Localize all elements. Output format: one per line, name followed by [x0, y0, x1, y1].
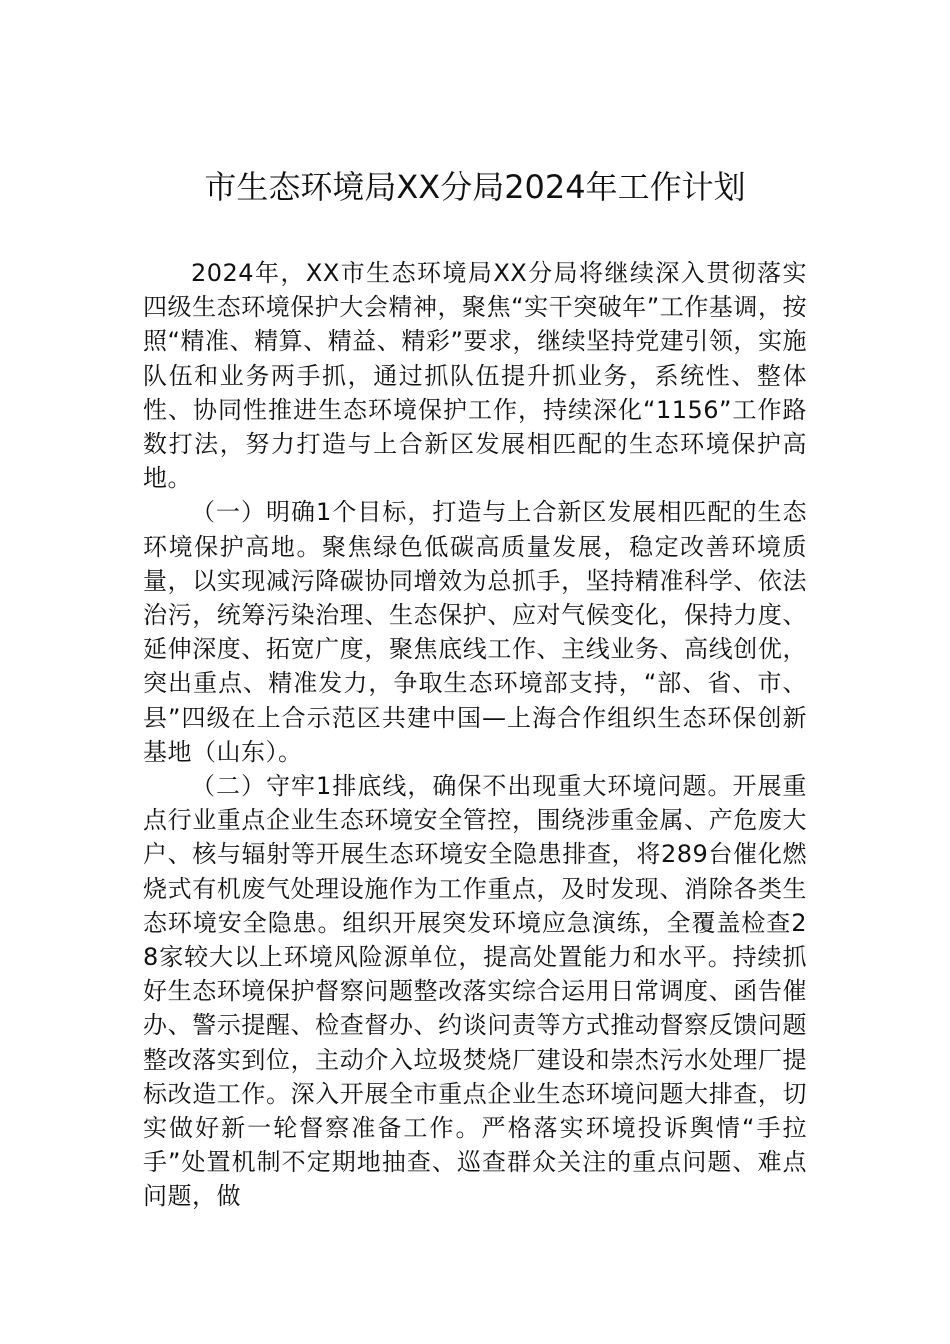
paragraph-section-1: （一）明确1个目标，打造与上合新区发展相匹配的生态环境保护高地。聚焦绿色低碳高质量发展，稳定改善环境质量，以实现减污降碳协同增效为总抓手，坚持精准科学、依法治污，统筹污染治理、生态保护、应对气候变化，保持力度、延伸深度、拓宽广度，聚焦底线工作、主线业务、高线创优，突出重点、精准发力，争取生态环境部支持，“部、省、市、县”四级在上合示范区共建中国—上海合作组织生态环保创新基地（山东）。: [143, 498, 807, 766]
document-body: [143, 256, 807, 1214]
paragraph-intro: 2024年，XX市生态环境局XX分局将继续深入贯彻落实四级生态环境保护大会精神，聚焦“实干突破年”工作基调，按照“精准、精算、精益、精彩”要求，继续坚持党建引领，实施队伍和业务两手抓，通过抓队伍提升抓业务，系统性、整体性、协同性推进生态环境保护工作，持续深化“1156”工作路数打法，努力打造与上合新区发展相匹配的生态环境保护高地。: [143, 259, 807, 493]
paragraph-section-2: （二）守牢1排底线，确保不出现重大环境问题。开展重点行业重点企业生态环境安全管控，围绕涉重金属、产危废大户、核与辐射等开展生态环境安全隐患排查，将289台催化燃烧式有机废气处理设施作为工作重点，及时发现、消除各类生态环境安全隐患。组织开展突发环境应急演练，全覆盖检查28家较大以上环境风险源单位，提高处置能力和水平。持续抓好生态环境保护督察问题整改落实综合运用日常调度、函告催办、警示提醒、检查督办、约谈问责等方式推动督察反馈问题整改落实到位，主动介入垃圾焚烧厂建设和崇杰污水处理厂提标改造工作。深入开展全市重点企业生态环境问题大排查，切实做好新一轮督察准备工作。严格落实环境投诉舆情“手拉手”处置机制不定期地抽查、巡查群众关注的重点问题、难点问题，做: [143, 772, 807, 1211]
document-title: 市生态环境局XX分局2024年工作计划: [204, 168, 746, 206]
